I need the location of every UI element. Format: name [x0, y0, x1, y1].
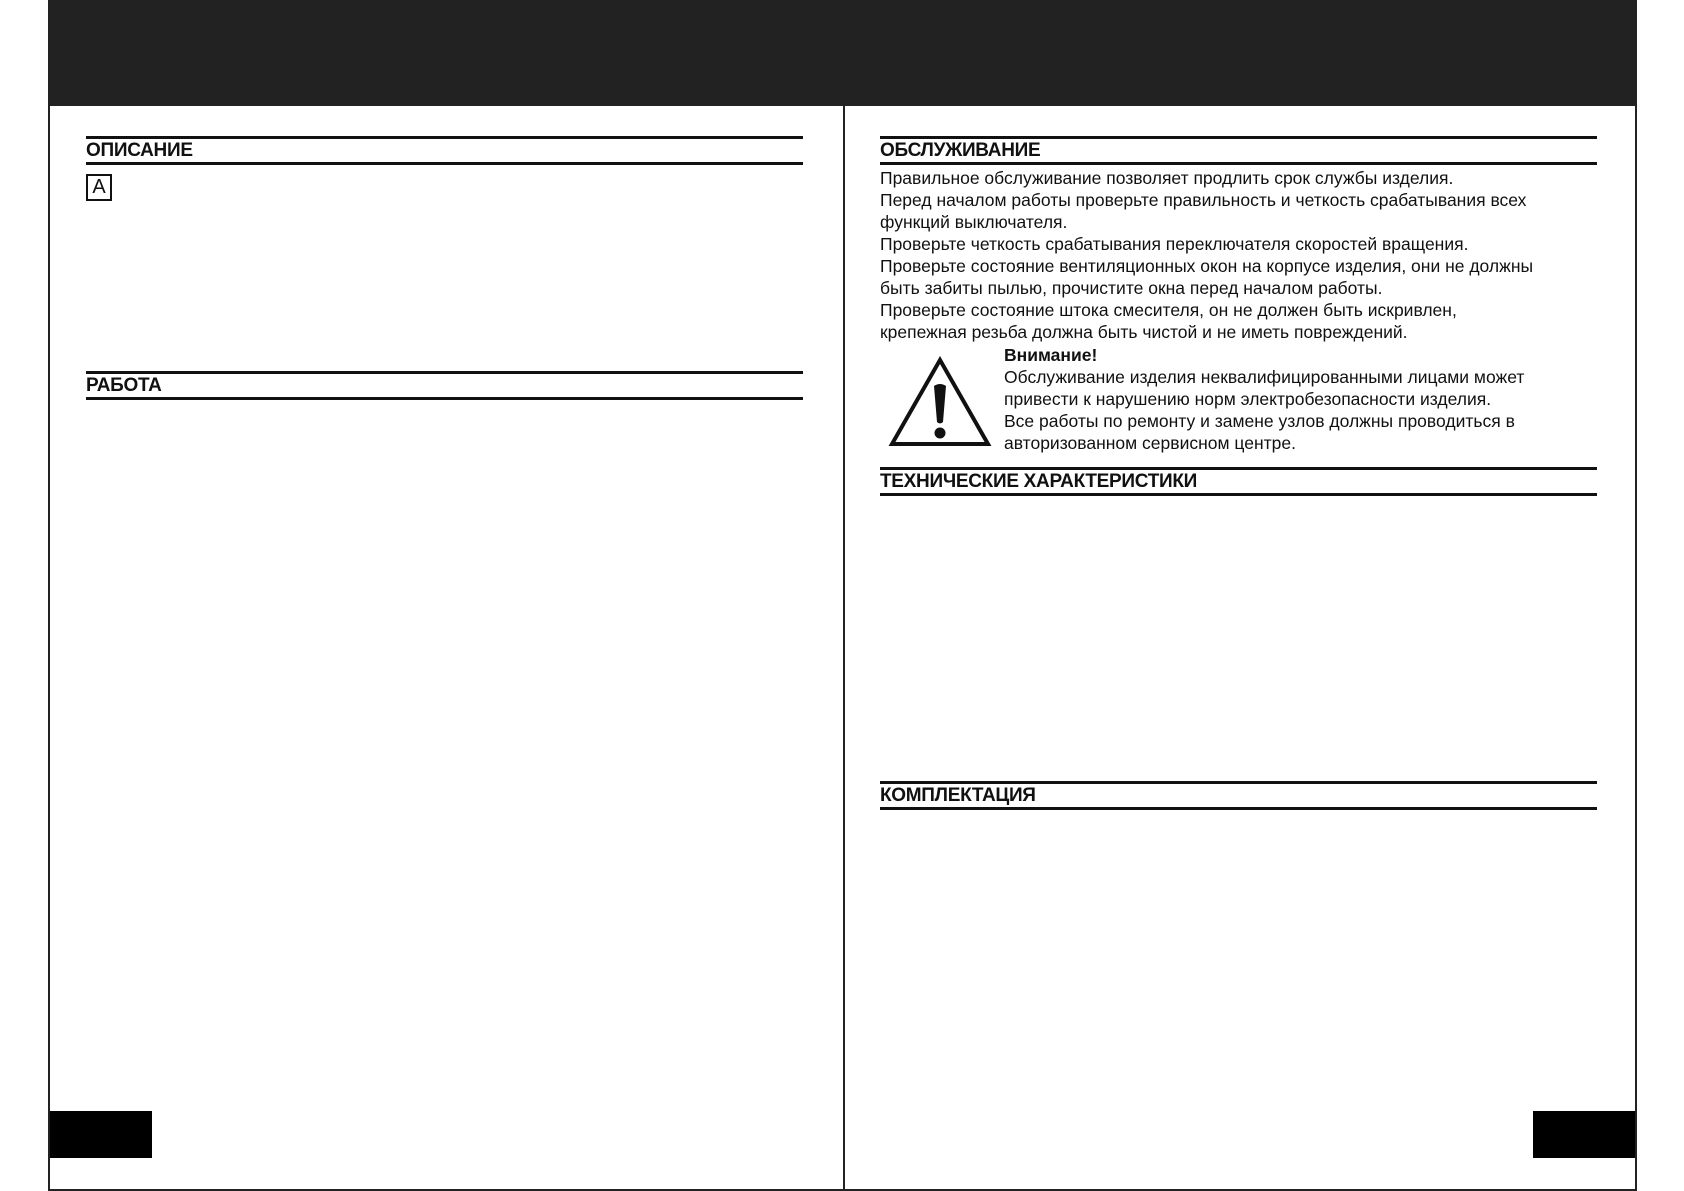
- maintenance-line: крепежная резьба должна быть чистой и не иметь повреждений.: [880, 322, 1408, 342]
- description-heading: ОПИСАНИЕ: [86, 136, 803, 165]
- description-section: [86, 136, 803, 165]
- maintenance-line: функций выключателя.: [880, 212, 1068, 232]
- maintenance-line: Перед началом работы проверьте правильность и четкость срабатывания всех: [880, 190, 1527, 210]
- operation-section: [86, 371, 803, 400]
- warning-line: Обслуживание изделия неквалифицированными лицами может: [1004, 367, 1525, 387]
- operation-heading: РАБОТА: [86, 371, 803, 400]
- warning-line: привести к нарушению норм электробезопасности изделия.: [1004, 389, 1492, 409]
- figure-label-a: A: [86, 174, 112, 201]
- warning-line: авторизованном сервисном центре.: [1004, 433, 1296, 453]
- maintenance-line: Проверьте четкость срабатывания переключателя скоростей вращения.: [880, 234, 1469, 254]
- header-bar: [50, 0, 1635, 106]
- maintenance-line: Проверьте состояние вентиляционных окон на корпусе изделия, они не должны: [880, 256, 1534, 276]
- warning-triangle-icon: [888, 356, 992, 448]
- page-number-tab-left: [50, 1111, 152, 1158]
- package-heading: КОМПЛЕКТАЦИЯ: [880, 781, 1597, 810]
- warning-title: Внимание!: [1004, 345, 1098, 365]
- warning-text: [1004, 344, 1524, 454]
- specifications-section: [880, 467, 1597, 496]
- package-section: [880, 781, 1597, 810]
- maintenance-section: [880, 136, 1597, 343]
- maintenance-line: быть забиты пылью, прочистите окна перед началом работы.: [880, 278, 1383, 298]
- maintenance-line: Проверьте состояние штока смесителя, он не должен быть искривлен,: [880, 300, 1457, 320]
- warning-block: [880, 344, 1600, 464]
- specifications-heading: ТЕХНИЧЕСКИЕ ХАРАКТЕРИСТИКИ: [880, 467, 1597, 496]
- maintenance-line: Правильное обслуживание позволяет продлить срок службы изделия.: [880, 168, 1454, 188]
- page-fold-divider: [843, 106, 845, 1191]
- maintenance-text: [880, 167, 1597, 343]
- warning-line: Все работы по ремонту и замене узлов должны проводиться в: [1004, 411, 1515, 431]
- page-number-tab-right: [1533, 1111, 1635, 1158]
- maintenance-heading: ОБСЛУЖИВАНИЕ: [880, 136, 1597, 165]
